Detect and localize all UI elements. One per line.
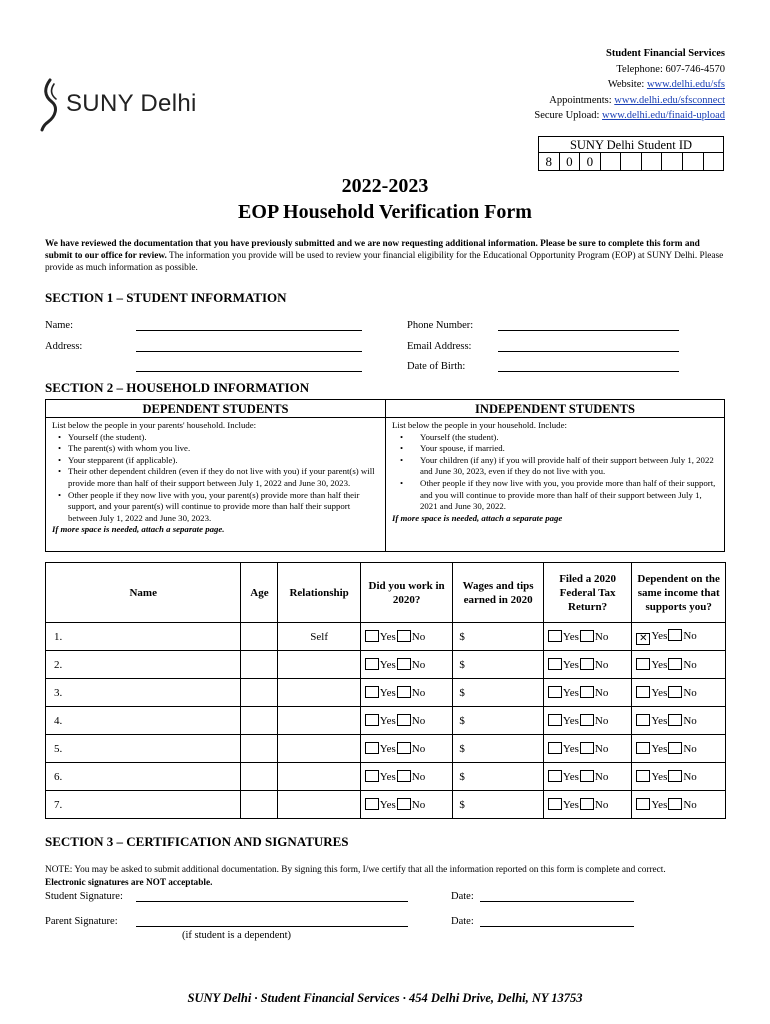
table-row [46, 707, 726, 735]
header-wages: Wages and tips earned in 2020 [453, 563, 544, 623]
work-no-checkbox[interactable] [397, 798, 411, 810]
row-work-cell [360, 735, 453, 763]
email-field[interactable] [498, 351, 679, 352]
row-tax-cell [543, 623, 631, 651]
list-item: • Other people if they now live with you, you provide more than half of their support, and you will continue to provide more than half of their support between July 1, 2021 and June 30, 2022. [392, 478, 718, 513]
dependent-no-label: No [683, 687, 697, 699]
telephone-line: Telephone: 607-746-4570 [616, 63, 725, 75]
row-tax-cell [543, 791, 631, 819]
work-no-label: No [411, 631, 426, 643]
list-item: • The parent(s) with whom you live. [52, 443, 379, 455]
tax-yes-label: Yes [562, 771, 579, 783]
address-label: Address: [45, 341, 83, 352]
work-yes-label: Yes [379, 771, 396, 783]
dependent-no-checkbox[interactable] [668, 770, 682, 782]
row-relationship-cell[interactable] [278, 623, 360, 651]
work-no-checkbox[interactable] [397, 658, 411, 670]
dependent-yes-label: Yes [651, 771, 668, 783]
table-body [46, 623, 726, 819]
intro-bold: We have reviewed the documentation that you have previously submitted and we are now requesting additional information. Please be sure to complete this form and submit to our office for review. [45, 239, 700, 261]
independent-note: If more space is needed, attach a separate page [392, 512, 563, 523]
dependent-yes-checkbox[interactable] [636, 714, 650, 726]
row-tax-cell [543, 735, 631, 763]
tax-no-label: No [594, 715, 609, 727]
dependent-no-label: No [683, 799, 697, 811]
row-work-cell [360, 651, 453, 679]
dependent-no-checkbox[interactable] [668, 742, 682, 754]
dob-label: Date of Birth: [407, 361, 466, 372]
work-yes-label: Yes [379, 687, 396, 699]
row-number: 4. [54, 714, 63, 727]
work-no-checkbox[interactable] [397, 770, 411, 782]
row-age-cell[interactable] [241, 791, 278, 819]
work-no-label: No [411, 771, 426, 783]
row-age-cell[interactable] [241, 651, 278, 679]
work-yes-checkbox[interactable] [365, 630, 379, 642]
row-name-cell[interactable] [46, 651, 241, 679]
tax-yes-checkbox[interactable] [548, 658, 562, 670]
row-tax-cell [543, 763, 631, 791]
dob-field[interactable] [498, 371, 679, 372]
student-date-label: Date: [451, 891, 474, 902]
tax-yes-label: Yes [562, 687, 579, 699]
list-item: • Yourself (the student). [52, 432, 379, 444]
certification-text: NOTE: You may be asked to submit additional documentation. By signing this form, I/we certify that all the information reported on this form is complete and correct. [45, 865, 666, 875]
dependent-no-checkbox[interactable] [668, 686, 682, 698]
tax-yes-checkbox[interactable] [548, 714, 562, 726]
table-row [46, 763, 726, 791]
table-row [46, 791, 726, 819]
phone-field[interactable] [498, 330, 679, 331]
dollar-sign: $ [459, 630, 465, 643]
dollar-sign: $ [459, 770, 465, 783]
dependent-yes-label: Yes [651, 799, 668, 811]
table-row [46, 679, 726, 707]
dependent-no-checkbox[interactable] [668, 714, 682, 726]
row-tax-cell [543, 679, 631, 707]
list-item: • Your spouse, if married. [392, 443, 718, 455]
dependent-yes-checkbox[interactable] [636, 658, 650, 670]
work-yes-checkbox[interactable] [365, 770, 379, 782]
dependent-list [52, 432, 379, 525]
address-field-2[interactable] [136, 371, 362, 372]
work-no-label: No [411, 799, 426, 811]
work-no-label: No [411, 715, 426, 727]
tax-no-label: No [594, 771, 609, 783]
dependent-yes-label: Yes [651, 687, 668, 699]
tax-yes-label: Yes [562, 715, 579, 727]
student-signature-field[interactable] [136, 901, 408, 902]
row-number: 3. [54, 686, 63, 699]
tax-no-checkbox[interactable] [580, 770, 594, 782]
work-no-checkbox[interactable] [397, 742, 411, 754]
dependent-yes-checkbox[interactable] [636, 798, 650, 810]
header-dependent: Dependent on the same income that supports you? [632, 563, 726, 623]
student-id-label: SUNY Delhi Student ID [538, 136, 724, 153]
tax-yes-checkbox[interactable] [548, 770, 562, 782]
dependent-yes-label: Yes [651, 659, 668, 671]
row-work-cell [360, 679, 453, 707]
dependent-yes-checkbox[interactable] [636, 686, 650, 698]
logo-wordmark: SUNY Delhi [66, 90, 197, 117]
work-yes-label: Yes [379, 743, 396, 755]
form-year: 2022-2023 [341, 175, 429, 197]
work-yes-checkbox[interactable] [365, 742, 379, 754]
email-label: Email Address: [407, 341, 472, 352]
student-id-digit[interactable] [642, 153, 663, 171]
row-work-cell [360, 707, 453, 735]
row-name-cell[interactable] [46, 735, 241, 763]
dependent-no-label: No [683, 715, 697, 727]
dollar-sign: $ [459, 798, 465, 811]
section1-heading: SECTION 1 – STUDENT INFORMATION [45, 290, 287, 305]
upload-line: Secure Upload: www.delhi.edu/finaid-upload [534, 110, 725, 121]
row-wages-cell[interactable] [453, 735, 544, 763]
student-id-box [538, 136, 724, 171]
row-dependent-cell [632, 623, 726, 651]
tax-no-checkbox[interactable] [580, 714, 594, 726]
name-label: Name: [45, 320, 73, 331]
independent-list [392, 432, 718, 513]
appointments-line: Appointments: www.delhi.edu/sfsconnect [549, 94, 725, 106]
certification-note [45, 864, 735, 890]
student-date-field[interactable] [480, 901, 634, 902]
esig-warning: Electronic signatures are NOT acceptable. [45, 878, 213, 888]
row-number: 6. [54, 770, 63, 783]
table-row [46, 735, 726, 763]
website-line: Website: www.delhi.edu/sfs [607, 79, 725, 90]
table-header-row [46, 563, 726, 623]
tax-no-label: No [594, 659, 609, 671]
row-relationship-cell[interactable] [278, 791, 360, 819]
name-field[interactable] [136, 330, 362, 331]
tax-no-checkbox[interactable] [580, 658, 594, 670]
table-row [46, 651, 726, 679]
student-signature-label: Student Signature: [45, 891, 123, 902]
dependent-intro: List below the people in your parents' household. Include: [52, 420, 257, 430]
row-relationship-cell[interactable] [278, 679, 360, 707]
tax-yes-label: Yes [562, 659, 579, 671]
upload-link[interactable]: www.delhi.edu/finaid-upload [602, 110, 725, 121]
tax-yes-checkbox[interactable] [548, 630, 562, 642]
tax-no-label: No [594, 799, 609, 811]
list-item: • Your children (if any) if you will provide half of their support between July 1, 2022 and June 30, 2023, even if they do not live with you. [392, 455, 718, 478]
student-id-digit[interactable] [683, 153, 704, 171]
contact-info [534, 46, 725, 124]
work-yes-label: Yes [379, 799, 396, 811]
tax-yes-label: Yes [562, 743, 579, 755]
work-yes-label: Yes [379, 659, 396, 671]
student-id-digit[interactable] [704, 153, 725, 171]
row-wages-cell[interactable] [453, 651, 544, 679]
row-age-cell[interactable] [241, 679, 278, 707]
tax-no-checkbox[interactable] [580, 630, 594, 642]
row-name-cell[interactable] [46, 763, 241, 791]
phone-label: Phone Number: [407, 320, 474, 331]
row-age-cell[interactable] [241, 763, 278, 791]
household-instructions [45, 399, 725, 552]
row-wages-cell[interactable] [453, 679, 544, 707]
parent-signature-field[interactable] [136, 926, 408, 927]
if-dependent-note: (if student is a dependent) [182, 930, 292, 941]
row-number: 2. [54, 658, 63, 671]
dollar-sign: $ [459, 658, 465, 671]
dependent-no-checkbox[interactable] [668, 658, 682, 670]
dollar-sign: $ [459, 686, 465, 699]
row-relationship: Self [310, 630, 328, 643]
row-dependent-cell [632, 763, 726, 791]
row-age-cell[interactable] [241, 707, 278, 735]
work-no-label: No [411, 687, 426, 699]
independent-intro: List below the people in your household. Include: [392, 420, 567, 430]
dollar-sign: $ [459, 714, 465, 727]
household-table [45, 562, 726, 819]
appointments-link[interactable]: www.delhi.edu/sfsconnect [614, 94, 725, 106]
row-name-cell[interactable] [46, 707, 241, 735]
list-item: • Their other dependent children (even if they do not live with you) if your parent(s) will provide more than half of their support between July 1, 2022 and June 30, 2023. [52, 466, 379, 489]
header-work: Did you work in 2020? [360, 563, 453, 623]
dependent-title: DEPENDENT STUDENTS [46, 400, 385, 418]
row-wages-cell[interactable] [453, 707, 544, 735]
dependent-yes-label: Yes [651, 629, 668, 642]
independent-column [386, 400, 724, 551]
row-wages-cell[interactable] [453, 763, 544, 791]
footer-address: SUNY Delhi · Student Financial Services · 454 Delhi Drive, Delhi, NY 13753 [187, 991, 583, 1005]
logo-mark-icon [40, 78, 66, 132]
row-relationship-cell[interactable] [278, 735, 360, 763]
list-item: • Your stepparent (if applicable). [52, 455, 379, 467]
row-dependent-cell [632, 735, 726, 763]
dependent-yes-checkbox[interactable]: ✕ [636, 633, 650, 645]
dependent-yes-checkbox[interactable] [636, 742, 650, 754]
parent-date-field[interactable] [480, 926, 634, 927]
parent-signature-label: Parent Signature: [45, 916, 118, 927]
tax-yes-checkbox[interactable] [548, 686, 562, 698]
row-tax-cell [543, 707, 631, 735]
work-yes-label: Yes [379, 715, 396, 727]
dependent-column [46, 400, 386, 551]
independent-title: INDEPENDENT STUDENTS [386, 400, 724, 418]
office-name: Student Financial Services [605, 48, 725, 59]
tax-no-label: No [594, 631, 609, 643]
telephone-number: 607-746-4570 [665, 63, 725, 75]
work-no-checkbox[interactable] [397, 686, 411, 698]
row-name-cell[interactable] [46, 623, 241, 651]
header-age: Age [241, 563, 278, 623]
work-no-checkbox[interactable] [397, 630, 411, 642]
row-work-cell [360, 763, 453, 791]
section3-heading: SECTION 3 – CERTIFICATION AND SIGNATURES [45, 834, 349, 849]
table-row [46, 623, 726, 651]
student-id-digit[interactable]: 0 [560, 153, 581, 171]
row-wages-cell[interactable] [453, 791, 544, 819]
row-relationship-cell[interactable] [278, 763, 360, 791]
work-yes-checkbox[interactable] [365, 658, 379, 670]
work-yes-label: Yes [379, 631, 396, 643]
section2-heading: SECTION 2 – HOUSEHOLD INFORMATION [45, 380, 310, 395]
suny-delhi-logo [40, 78, 230, 132]
work-no-checkbox[interactable] [397, 714, 411, 726]
dependent-no-checkbox[interactable] [668, 629, 682, 641]
row-work-cell [360, 623, 453, 651]
student-id-digit[interactable] [621, 153, 642, 171]
row-dependent-cell [632, 707, 726, 735]
work-no-label: No [411, 743, 426, 755]
row-wages-cell[interactable] [453, 623, 544, 651]
row-number: 5. [54, 742, 63, 755]
student-id-digit[interactable]: 8 [539, 153, 560, 171]
row-relationship-cell[interactable] [278, 707, 360, 735]
address-field-1[interactable] [136, 351, 362, 352]
header-tax: Filed a 2020 Federal Tax Return? [543, 563, 631, 623]
intro-rest: The information you provide will be used to review your financial eligibility for the Educational Opportunity Program (EOP) at SUNY Delhi. Please provide as much information as possible. [45, 251, 724, 273]
row-name-cell[interactable] [46, 791, 241, 819]
row-work-cell [360, 791, 453, 819]
website-link[interactable]: www.delhi.edu/sfs [646, 79, 725, 90]
row-number: 7. [54, 798, 63, 811]
tax-yes-label: Yes [562, 631, 579, 643]
row-dependent-cell [632, 651, 726, 679]
tax-yes-checkbox[interactable] [548, 798, 562, 810]
parent-date-label: Date: [451, 916, 474, 927]
student-id-digit[interactable]: 0 [580, 153, 601, 171]
tax-yes-label: Yes [562, 799, 579, 811]
dependent-no-label: No [683, 629, 697, 642]
dependent-no-label: No [683, 659, 697, 671]
row-age-cell[interactable] [241, 735, 278, 763]
intro-text [45, 238, 725, 274]
tax-no-label: No [594, 743, 609, 755]
tax-no-checkbox[interactable] [580, 798, 594, 810]
row-number: 1. [54, 630, 63, 643]
dependent-yes-label: Yes [651, 715, 668, 727]
tax-no-checkbox[interactable] [580, 686, 594, 698]
tax-yes-checkbox[interactable] [548, 742, 562, 754]
list-item: • Yourself (the student). [392, 432, 718, 444]
dependent-yes-label: Yes [651, 743, 668, 755]
row-dependent-cell [632, 679, 726, 707]
dependent-no-label: No [683, 771, 697, 783]
list-item: • Other people if they now live with you, your parent(s) provide more than half their support, and your parent(s) will continue to provide more than half their support between July 1, 2022 and June 30, 2023. [52, 490, 379, 525]
dependent-yes-checkbox[interactable] [636, 770, 650, 782]
row-age-cell[interactable] [241, 623, 278, 651]
student-id-digit[interactable] [662, 153, 683, 171]
dependent-no-checkbox[interactable] [668, 798, 682, 810]
dependent-note: If more space is needed, attach a separate page. [52, 524, 225, 535]
work-yes-checkbox[interactable] [365, 798, 379, 810]
tax-no-checkbox[interactable] [580, 742, 594, 754]
student-id-digit[interactable] [601, 153, 622, 171]
dollar-sign: $ [459, 742, 465, 755]
row-name-cell[interactable] [46, 679, 241, 707]
tax-no-label: No [594, 687, 609, 699]
work-yes-checkbox[interactable] [365, 686, 379, 698]
work-yes-checkbox[interactable] [365, 714, 379, 726]
student-id-cells [538, 153, 724, 171]
work-no-label: No [411, 659, 426, 671]
header-relationship: Relationship [278, 563, 360, 623]
header-name: Name [46, 563, 241, 623]
row-dependent-cell [632, 791, 726, 819]
row-tax-cell [543, 651, 631, 679]
dependent-no-label: No [683, 743, 697, 755]
form-title: EOP Household Verification Form [238, 201, 532, 223]
row-relationship-cell[interactable] [278, 651, 360, 679]
